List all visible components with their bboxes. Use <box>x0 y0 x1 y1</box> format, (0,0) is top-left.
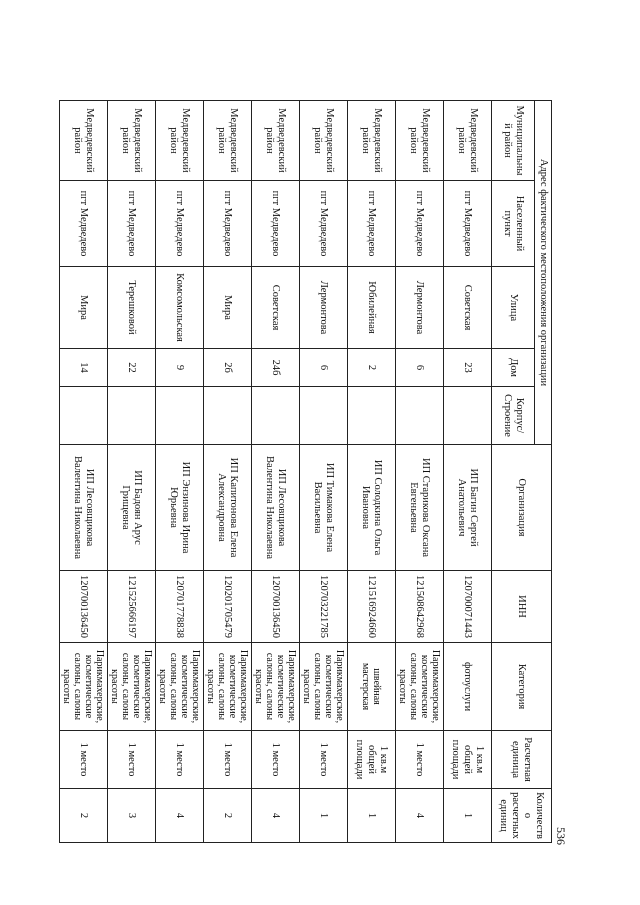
cell-house: 6 <box>396 349 444 387</box>
cell-municipal: Медведевский район <box>252 101 300 181</box>
cell-house: 2 <box>348 349 396 387</box>
cell-unit: 1 место <box>204 731 252 789</box>
cell-organization: ИП Тимакова Елена Васильевна <box>300 445 348 571</box>
cell-building <box>108 387 156 445</box>
cell-inn: 120700136450 <box>252 571 300 643</box>
table-row <box>348 101 396 843</box>
cell-building <box>204 387 252 445</box>
column-header-inn: ИНН <box>492 571 552 643</box>
cell-category: Парикмахерские, косметические салоны, салоны красоты <box>204 643 252 731</box>
cell-building <box>444 387 492 445</box>
cell-locality: пгт Медведево <box>396 181 444 267</box>
cell-quantity: 1 <box>444 789 492 843</box>
cell-quantity: 4 <box>396 789 444 843</box>
cell-unit: 1 место <box>108 731 156 789</box>
cell-municipal: Медведевский район <box>396 101 444 181</box>
cell-inn: 121525666197 <box>108 571 156 643</box>
column-header-organization: Организация <box>492 445 552 571</box>
cell-street: Советская <box>444 267 492 349</box>
column-header-building: Корпус/Строение <box>492 387 535 445</box>
cell-quantity: 2 <box>60 789 108 843</box>
table-row <box>252 101 300 843</box>
cell-locality: пгт Медведево <box>108 181 156 267</box>
table-row <box>300 101 348 843</box>
cell-quantity: 1 <box>300 789 348 843</box>
cell-building <box>300 387 348 445</box>
cell-street: Советская <box>252 267 300 349</box>
cell-street: Юбилейная <box>348 267 396 349</box>
cell-organization: ИП Капитонова Елена Александровна <box>204 445 252 571</box>
cell-municipal: Медведевский район <box>444 101 492 181</box>
cell-locality: пгт Медведево <box>60 181 108 267</box>
cell-house: 2б <box>204 349 252 387</box>
cell-street: Мира <box>204 267 252 349</box>
cell-organization: ИП Лесовщикова Валентина Николаевна <box>252 445 300 571</box>
cell-street: Мира <box>60 267 108 349</box>
cell-municipal: Медведевский район <box>60 101 108 181</box>
cell-municipal: Медведевский район <box>300 101 348 181</box>
cell-house: 24б <box>252 349 300 387</box>
column-header-unit: Расчетная единица <box>492 731 552 789</box>
cell-quantity: 4 <box>252 789 300 843</box>
cell-municipal: Медведевский район <box>204 101 252 181</box>
cell-locality: пгт Медведево <box>444 181 492 267</box>
table-container <box>61 100 552 842</box>
cell-category: фотоуслуги <box>444 643 492 731</box>
cell-quantity: 3 <box>108 789 156 843</box>
cell-unit: 1 кв.м общей площади <box>348 731 396 789</box>
cell-organization: ИП Лесовщикова Валентина Николаевна <box>60 445 108 571</box>
page-number: 536 <box>554 827 568 845</box>
document-page <box>61 100 552 842</box>
column-header-municipal: Муниципальный район <box>492 101 535 181</box>
table-row <box>60 101 108 843</box>
cell-category: Парикмахерские, косметические салоны, салоны красоты <box>252 643 300 731</box>
cell-municipal: Медведевский район <box>156 101 204 181</box>
cell-organization: ИП Старикова Оксана Евгеньевна <box>396 445 444 571</box>
cell-organization: ИП Багин Сергей Анатольевич <box>444 445 492 571</box>
cell-house: 6 <box>300 349 348 387</box>
cell-unit: 1 место <box>300 731 348 789</box>
cell-municipal: Медведевский район <box>348 101 396 181</box>
cell-house: 23 <box>444 349 492 387</box>
column-header-street: Улица <box>492 267 535 349</box>
column-header-locality: Населенный пункт <box>492 181 535 267</box>
cell-inn: 120700071443 <box>444 571 492 643</box>
header-row-group <box>535 101 552 843</box>
cell-building <box>252 387 300 445</box>
column-header-category: Категория <box>492 643 552 731</box>
cell-unit: 1 место <box>156 731 204 789</box>
cell-organization: ИП Солодкина Ольга Ивановна <box>348 445 396 571</box>
cell-category: Парикмахерские, косметические салоны, салоны красоты <box>300 643 348 731</box>
cell-building <box>156 387 204 445</box>
cell-category: Парикмахерские, косметические салоны, салоны красоты <box>108 643 156 731</box>
cell-organization: ИП Бадоян Арус Грищевна <box>108 445 156 571</box>
cell-organization: ИП Энзинова Ирина Юрьевна <box>156 445 204 571</box>
cell-quantity: 4 <box>156 789 204 843</box>
cell-inn: 120700136450 <box>60 571 108 643</box>
cell-locality: пгт Медведево <box>156 181 204 267</box>
cell-inn: 120701778838 <box>156 571 204 643</box>
cell-building <box>60 387 108 445</box>
table-row <box>396 101 444 843</box>
cell-category: швейная мастерская <box>348 643 396 731</box>
cell-locality: пгт Медведево <box>300 181 348 267</box>
cell-unit: 1 место <box>60 731 108 789</box>
table-row <box>108 101 156 843</box>
cell-inn: 121508642968 <box>396 571 444 643</box>
cell-locality: пгт Медведево <box>204 181 252 267</box>
cell-unit: 1 кв.м общей площади <box>444 731 492 789</box>
cell-category: Парикмахерские, косметические салоны, салоны красоты <box>60 643 108 731</box>
cell-house: 9 <box>156 349 204 387</box>
cell-quantity: 1 <box>348 789 396 843</box>
cell-house: 22 <box>108 349 156 387</box>
cell-category: Парикмахерские, косметические салоны, салоны красоты <box>396 643 444 731</box>
table-row <box>204 101 252 843</box>
cell-unit: 1 место <box>252 731 300 789</box>
cell-street: Комсомольская <box>156 267 204 349</box>
cell-category: Парикмахерские, косметические салоны, салоны красоты <box>156 643 204 731</box>
cell-locality: пгт Медведево <box>348 181 396 267</box>
cell-quantity: 2 <box>204 789 252 843</box>
column-header-quantity: Количество расчетных единиц <box>492 789 552 843</box>
cell-locality: пгт Медведево <box>252 181 300 267</box>
cell-unit: 1 место <box>396 731 444 789</box>
table-row <box>444 101 492 843</box>
cell-building <box>348 387 396 445</box>
cell-inn: 120703221785 <box>300 571 348 643</box>
cell-street: Терешковой <box>108 267 156 349</box>
cell-inn: 121516924660 <box>348 571 396 643</box>
cell-building <box>396 387 444 445</box>
cell-street: Лермонтова <box>300 267 348 349</box>
table-body <box>60 101 492 843</box>
cell-municipal: Медведевский район <box>108 101 156 181</box>
cell-street: Лермонтова <box>396 267 444 349</box>
cell-house: 14 <box>60 349 108 387</box>
organizations-table <box>59 100 552 843</box>
table-row <box>156 101 204 843</box>
cell-inn: 120201705479 <box>204 571 252 643</box>
address-group-header: Адрес фактического местоположения организации <box>535 101 552 445</box>
column-header-house: Дом <box>492 349 535 387</box>
